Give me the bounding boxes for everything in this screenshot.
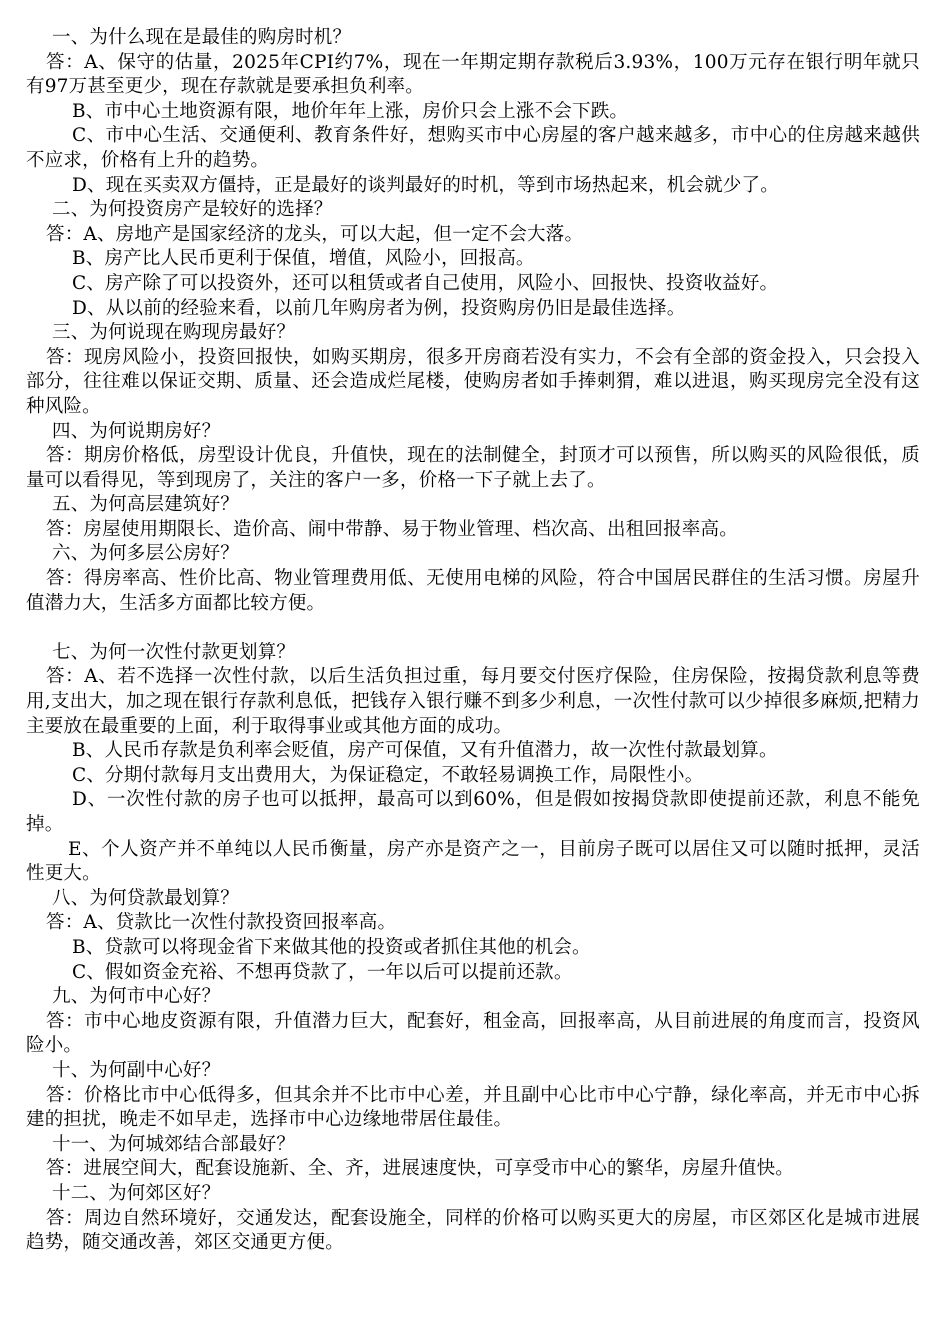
section-answer: 答：得房率高、性价比高、物业管理费用低、无使用电梯的风险，符合中国居民群住的生活习惯。房屋升值潜力大，生活多方面都比较方便。 xyxy=(26,568,920,614)
section-answer: 答：A、若不选择一次性付款，以后生活负担过重，每月要交付医疗保险，住房保险，按揭贷款利息等费用,支出大，加之现在银行存款利息低，把钱存入银行赚不到多少利息，一次性付款可以少掉很多麻烦,把精力主要放在最重要的上面，利于取得事业或其他方面的成功。 xyxy=(26,666,920,737)
answer-option: D、现在买卖双方僵持，正是最好的谈判最好的时机，等到市场热起来，机会就少了。 xyxy=(72,174,779,196)
answer-option: C、市中心生活、交通便利、教育条件好，想购买市中心房屋的客户越来越多，市中心的住房越来越供不应求，价格有上升的趋势。 xyxy=(26,125,920,171)
answer-option: D、一次性付款的房子也可以抵押，最高可以到60%，但是假如按揭贷款即使提前还款，利息不能免掉。 xyxy=(26,789,920,835)
section-question: 一、为什么现在是最佳的购房时机？ xyxy=(52,27,352,48)
section-question: 二、为何投资房产是较好的选择？ xyxy=(52,199,333,221)
section-answer: 答：现房风险小，投资回报快，如购买期房，很多开房商若没有实力，不会有全部的资金投入，只会投入部分，往往难以保证交期、质量、还会造成烂尾楼，使购房者如手捧刺猬，难以进退，购买现房完全没有这种风险。 xyxy=(26,346,920,417)
section-answer: 答：A、保守的估量，2025年CPI约7%，现在一年期定期存款税后3.93%，100万元存在银行明年就只有97万甚至更少，现在存款就是要承担负利率。 xyxy=(26,51,920,98)
answer-option: C、假如资金充裕、不想再贷款了，一年以后可以提前还款。 xyxy=(72,961,573,983)
blank-line xyxy=(26,616,920,641)
section-answer: 答：期房价格低，房型设计优良，升值快，现在的法制健全，封顶才可以预售，所以购买的风险很低，质量可以看得见，等到现房了，关注的客户一多，价格一下子就上去了。 xyxy=(26,445,920,491)
section-answer: 答：A、房地产是国家经济的龙头，可以大起，但一定不会大落。 xyxy=(46,223,584,245)
answer-option: B、房产比人民币更利于保值，增值，风险小，回报高。 xyxy=(72,248,535,270)
document-body xyxy=(26,26,920,1256)
section-answer: 答：进展空间大，配套设施新、全、齐，进展速度快，可享受市中心的繁华，房屋升值快。 xyxy=(46,1158,795,1180)
section-question: 九、为何市中心好？ xyxy=(52,986,221,1008)
answer-option: B、人民币存款是负利率会贬值，房产可保值，又有升值潜力，故一次性付款最划算。 xyxy=(72,740,778,762)
section-answer: 答：周边自然环境好，交通发达，配套设施全，同样的价格可以购买更大的房屋，市区郊区化是城市进展趋势，随交通改善，郊区交通更方便。 xyxy=(26,1207,920,1254)
section-answer: 答：价格比市中心低得多，但其余并不比市中心差，并且副中心比市中心宁静，绿化率高，并无市中心拆建的担扰，晚走不如早走，选择市中心边缘地带居住最佳。 xyxy=(26,1084,920,1131)
answer-option: B、市中心土地资源有限，地价年年上涨，房价只会上涨不会下跌。 xyxy=(72,100,629,122)
section-answer: 答：房屋使用期限长、造价高、闹中带静、易于物业管理、档次高、出租回报率高。 xyxy=(46,518,738,540)
answer-option: B、贷款可以将现金省下来做其他的投资或者抓住其他的机会。 xyxy=(72,936,591,958)
answer-option: C、分期付款每月支出费用大，为保证稳定，不敢轻易调换工作，局限性小。 xyxy=(72,764,704,786)
section-question: 十二、为何郊区好？ xyxy=(52,1182,221,1204)
section-answer: 答：A、贷款比一次性付款投资回报率高。 xyxy=(46,912,397,934)
section-question: 十、为何副中心好？ xyxy=(52,1059,221,1081)
answer-option: D、从以前的经验来看，以前几年购房者为例，投资购房仍旧是最佳选择。 xyxy=(72,297,686,319)
section-answer: 答：市中心地皮资源有限，升值潜力巨大，配套好，租金高，回报率高，从目前进展的角度而言，投资风险小。 xyxy=(26,1010,920,1057)
section-question: 五、为何高层建筑好？ xyxy=(52,494,240,516)
section-question: 四、为何说期房好？ xyxy=(52,420,221,442)
section-question: 六、为何多层公房好？ xyxy=(52,543,240,565)
section-question: 七、为何一次性付款更划算？ xyxy=(52,641,296,663)
section-question: 八、为何贷款最划算？ xyxy=(52,887,240,909)
answer-option: E、个人资产并不单纯以人民币衡量，房产亦是资产之一，目前房子既可以居住又可以随时抵押，灵活性更大。 xyxy=(26,838,920,885)
section-question: 十一、为何城郊结合部最好？ xyxy=(52,1133,296,1155)
section-question: 三、为何说现在购现房最好？ xyxy=(52,322,296,344)
answer-option: C、房产除了可以投资外，还可以租赁或者自己使用，风险小、回报快、投资收益好。 xyxy=(72,272,779,294)
